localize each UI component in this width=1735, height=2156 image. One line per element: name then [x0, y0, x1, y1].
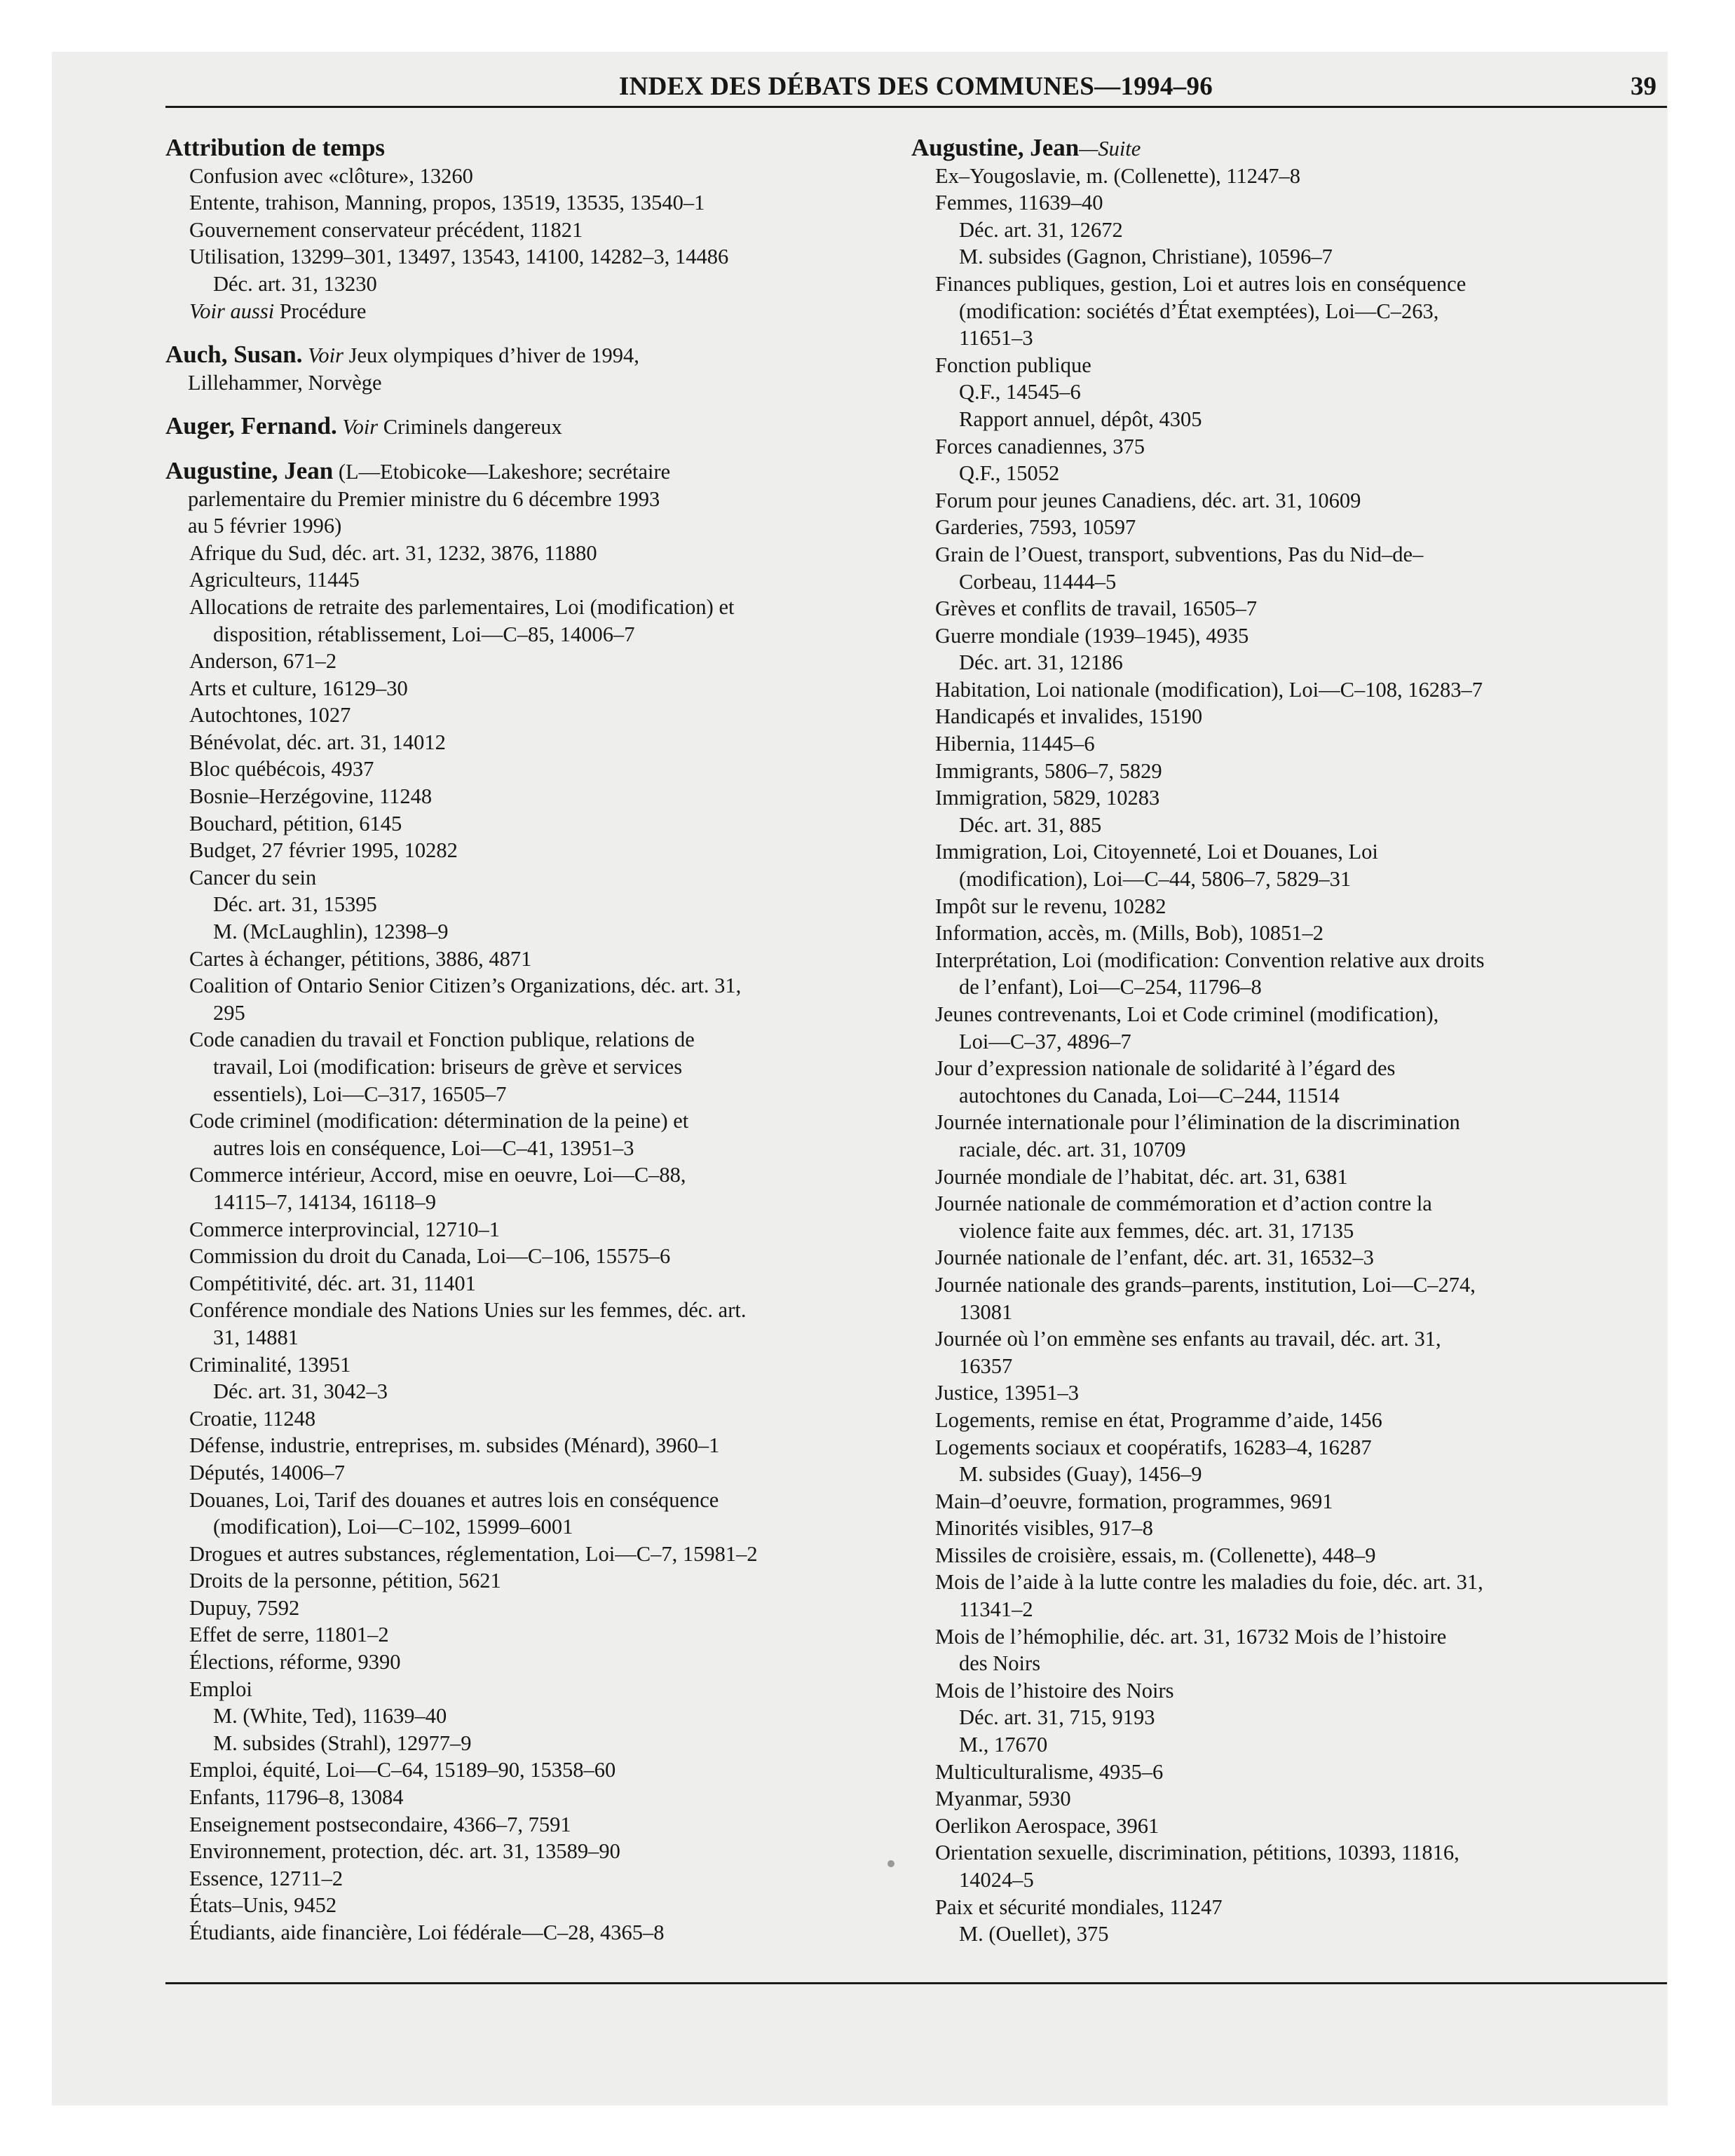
entry-text: Q.F., 14545–6	[959, 380, 1081, 404]
entry-text: Interprétation, Loi (modification: Convention relative aux droits	[935, 948, 1485, 972]
entry-text: Déc. art. 31, 12186	[959, 650, 1123, 675]
entry-text: Déc. art. 31, 12672	[959, 217, 1123, 242]
entry-text: M. (White, Ted), 11639–40	[213, 1704, 447, 1728]
entry-text: Jour d’expression nationale de solidarité à l’égard des	[935, 1056, 1396, 1081]
entry-text: M. (McLaughlin), 12398–9	[213, 920, 449, 944]
index-entry	[165, 1541, 880, 1568]
entry-text: Main–d’oeuvre, formation, programmes, 9691	[935, 1489, 1333, 1513]
index-entry	[911, 649, 1640, 676]
index-entry	[911, 1920, 1640, 1948]
index-entry	[165, 298, 880, 325]
entry-text: Procédure	[274, 299, 367, 323]
entry-text: (modification: sociétés d’État exemptées), Loi—C–263,	[959, 299, 1439, 323]
entry-text: disposition, rétablissement, Loi—C–85, 14006–7	[213, 622, 635, 646]
index-heading	[165, 413, 880, 441]
index-entry	[911, 1434, 1640, 1461]
index-entry	[911, 1894, 1640, 1921]
entry-text: Journée nationale des grands–parents, institution, Loi—C–274,	[935, 1272, 1476, 1297]
index-entry	[165, 217, 880, 244]
entry-text: Droits de la personne, pétition, 5621	[189, 1569, 501, 1593]
index-entry	[911, 730, 1640, 758]
index-entry	[911, 541, 1640, 568]
index-entry	[911, 163, 1640, 190]
entry-text: Budget, 27 février 1995, 10282	[189, 838, 458, 863]
entry-text: Députés, 14006–7	[189, 1460, 345, 1485]
entry-text: Effet de serre, 11801–2	[189, 1623, 389, 1647]
index-entry	[911, 758, 1640, 785]
entry-text: essentiels), Loi—C–317, 16505–7	[213, 1082, 507, 1106]
index-entry	[911, 920, 1640, 947]
index-entry	[165, 837, 880, 864]
index-entry	[911, 1813, 1640, 1840]
index-entry	[165, 594, 880, 621]
entry-text: Immigrants, 5806–7, 5829	[935, 758, 1162, 783]
entry-text: Rapport annuel, dépôt, 4305	[959, 407, 1202, 431]
entry-text: Emploi, équité, Loi—C–64, 15189–90, 15358–60	[189, 1758, 616, 1782]
index-entry	[911, 1731, 1640, 1759]
entry-text: Journée mondiale de l’habitat, déc. art. 31, 6381	[935, 1164, 1348, 1189]
entry-text: Utilisation, 13299–301, 13497, 13543, 14100, 14282–3, 14486	[189, 245, 729, 269]
index-entry	[165, 1026, 880, 1053]
entry-text: Orientation sexuelle, discrimination, pétitions, 10393, 11816,	[935, 1841, 1460, 1865]
heading-see-reference: Voir	[302, 343, 343, 368]
index-entry	[911, 378, 1640, 406]
index-entry	[165, 1784, 880, 1811]
entry-text: Anderson, 671–2	[189, 649, 337, 674]
entry-gap	[165, 441, 880, 458]
index-entry	[911, 1109, 1640, 1136]
entry-text: Journée internationale pour l’élimination de la discrimination	[935, 1110, 1460, 1135]
entry-text: Commission du droit du Canada, Loi—C–106, 15575–6	[189, 1244, 671, 1269]
entry-text: Immigration, Loi, Citoyenneté, Loi et Douanes, Loi	[935, 840, 1378, 864]
index-entry	[165, 729, 880, 756]
entry-text: Forum pour jeunes Canadiens, déc. art. 31, 10609	[935, 488, 1361, 512]
index-entry	[165, 1189, 880, 1216]
index-entry	[165, 1487, 880, 1514]
entry-text: Commerce interprovincial, 12710–1	[189, 1217, 500, 1241]
index-entry	[165, 1730, 880, 1757]
index-entry	[911, 1353, 1640, 1380]
entry-text: Afrique du Sud, déc. art. 31, 1232, 3876, 11880	[189, 540, 597, 565]
index-entry	[165, 1513, 880, 1541]
entry-text: Finances publiques, gestion, Loi et autres lois en conséquence	[935, 271, 1467, 296]
entry-text: Information, accès, m. (Mills, Bob), 10851–2	[935, 921, 1324, 946]
index-entry	[911, 1001, 1640, 1028]
entry-gap	[165, 396, 880, 413]
entry-text: Q.F., 15052	[959, 461, 1060, 486]
entry-text: Logements, remise en état, Programme d’aide, 1456	[935, 1407, 1382, 1432]
entry-text: Femmes, 11639–40	[935, 191, 1103, 215]
index-entry	[911, 1596, 1640, 1623]
index-heading	[165, 458, 880, 486]
index-entry	[165, 1324, 880, 1351]
entry-text: Journée où l’on emmène ses enfants au travail, déc. art. 31,	[935, 1327, 1441, 1351]
index-entry	[911, 838, 1640, 866]
index-entry	[911, 406, 1640, 433]
entry-text: Bouchard, pétition, 6145	[189, 811, 402, 835]
index-entry	[165, 271, 880, 298]
index-entry	[165, 675, 880, 702]
entry-text: 295	[213, 1000, 245, 1025]
index-entry	[165, 1107, 880, 1135]
entry-text: Douanes, Loi, Tarif des douanes et autres lois en conséquence	[189, 1487, 719, 1512]
entry-text: Compétitivité, déc. art. 31, 11401	[189, 1271, 476, 1295]
entry-text: Cartes à échanger, pétitions, 3886, 4871	[189, 946, 532, 971]
entry-text: 11651–3	[959, 326, 1033, 350]
index-entry	[165, 243, 880, 271]
entry-text: Impôt sur le revenu, 10282	[935, 894, 1166, 918]
index-entry	[911, 298, 1640, 325]
entry-text: Étudiants, aide financière, Loi fédérale—C–28, 4365–8	[189, 1920, 665, 1944]
entry-text: Fonction publique	[935, 353, 1091, 377]
entry-text: autochtones du Canada, Loi—C–244, 11514	[959, 1083, 1340, 1107]
entry-text: Élections, réforme, 9390	[189, 1650, 401, 1674]
entry-text: Essence, 12711–2	[189, 1866, 343, 1890]
index-entry	[165, 189, 880, 217]
entry-text: de l’enfant), Loi—C–254, 11796–8	[959, 975, 1262, 999]
index-entry	[911, 1407, 1640, 1434]
index-entry	[911, 812, 1640, 839]
index-entry	[165, 918, 880, 946]
entry-text: travail, Loi (modification: briseurs de grève et services	[213, 1055, 683, 1079]
entry-text: M. subsides (Gagnon, Christiane), 10596–7	[959, 245, 1333, 269]
index-entry	[165, 369, 880, 397]
index-entry	[911, 352, 1640, 379]
index-entry	[911, 1325, 1640, 1353]
index-entry	[165, 1405, 880, 1433]
index-entry	[911, 1488, 1640, 1515]
entry-text: Bosnie–Herzégovine, 11248	[189, 784, 433, 809]
index-entry	[911, 271, 1640, 298]
entry-text: Mois de l’hémophilie, déc. art. 31, 16732 Mois de l’histoire	[935, 1624, 1447, 1649]
entry-text: M., 17670	[959, 1733, 1048, 1757]
index-entry	[165, 486, 880, 513]
index-entry	[165, 540, 880, 567]
scan-speck	[887, 1860, 894, 1867]
index-entry	[165, 864, 880, 892]
entry-text: Oerlikon Aerospace, 3961	[935, 1813, 1159, 1838]
entry-text: Drogues et autres substances, réglementation, Loi—C–7, 15981–2	[189, 1541, 758, 1566]
index-entry	[911, 487, 1640, 514]
entry-text: Confusion avec «clôture», 13260	[189, 163, 473, 188]
heading-name: Auger, Fernand.	[165, 412, 337, 440]
entry-text: M. (Ouellet), 375	[959, 1922, 1109, 1946]
entry-text: au 5 février 1996)	[188, 514, 342, 538]
entry-text: autres lois en conséquence, Loi—C–41, 13951–3	[213, 1135, 634, 1160]
entry-text: Lillehammer, Norvège	[188, 370, 382, 395]
index-entry	[165, 783, 880, 810]
index-entry	[911, 325, 1640, 352]
entry-text: Garderies, 7593, 10597	[935, 515, 1136, 540]
index-entry	[165, 1811, 880, 1838]
index-entry	[165, 756, 880, 783]
index-heading	[911, 135, 1640, 163]
index-entry	[911, 1190, 1640, 1217]
index-entry	[911, 1379, 1640, 1407]
index-entry	[911, 1515, 1640, 1542]
index-entry	[911, 1542, 1640, 1569]
entry-text: raciale, déc. art. 31, 10709	[959, 1137, 1186, 1161]
entry-text: Criminalité, 13951	[189, 1352, 351, 1377]
entry-text: Défense, industrie, entreprises, m. subsides (Ménard), 3960–1	[189, 1433, 720, 1458]
entry-text: M. subsides (Strahl), 12977–9	[213, 1731, 472, 1755]
entry-gap	[165, 325, 880, 341]
scanned-page	[52, 52, 1668, 2106]
index-entry	[911, 1244, 1640, 1271]
index-heading	[165, 341, 880, 369]
index-entry	[165, 999, 880, 1027]
header-title: INDEX DES DÉBATS DES COMMUNES—1994–96	[618, 72, 1213, 101]
entry-text: Conférence mondiale des Nations Unies sur les femmes, déc. art.	[189, 1298, 747, 1323]
entry-text: 14115–7, 14134, 16118–9	[213, 1189, 436, 1214]
entry-text: États–Unis, 9452	[189, 1893, 337, 1918]
index-entry	[165, 1621, 880, 1649]
index-entry	[911, 784, 1640, 812]
index-entry	[911, 1461, 1640, 1488]
index-entry	[911, 1650, 1640, 1677]
entry-text: 31, 14881	[213, 1325, 299, 1349]
entry-text: parlementaire du Premier ministre du 6 décembre 1993	[188, 486, 660, 511]
index-entry	[911, 1704, 1640, 1731]
entry-text: Dupuy, 7592	[189, 1595, 300, 1620]
entry-text: Logements sociaux et coopératifs, 16283–4, 16287	[935, 1435, 1372, 1459]
entry-text: 11341–2	[959, 1597, 1033, 1622]
index-entry	[165, 1135, 880, 1162]
index-entry	[911, 1164, 1640, 1191]
index-entry	[911, 1785, 1640, 1813]
entry-text: Code criminel (modification: détermination de la peine) et	[189, 1109, 689, 1133]
index-entry	[911, 947, 1640, 974]
index-entry	[165, 1270, 880, 1297]
index-entry	[911, 1217, 1640, 1245]
entry-text: Habitation, Loi nationale (modification), Loi—C–108, 16283–7	[935, 677, 1483, 702]
entry-text: Arts et culture, 16129–30	[189, 676, 408, 700]
entry-text: Environnement, protection, déc. art. 31, 13589–90	[189, 1839, 620, 1864]
entry-text: violence faite aux femmes, déc. art. 31, 17135	[959, 1218, 1354, 1243]
entry-text: Journée nationale de l’enfant, déc. art. 31, 16532–3	[935, 1246, 1374, 1270]
index-entry	[911, 1759, 1640, 1786]
index-entry	[165, 1756, 880, 1784]
index-entry	[165, 1081, 880, 1108]
entry-text: Handicapés et invalides, 15190	[935, 704, 1203, 729]
index-entry	[911, 1271, 1640, 1299]
heading-name: Augustine, Jean	[911, 134, 1080, 161]
index-entry	[911, 676, 1640, 704]
index-column-left	[165, 135, 880, 1946]
index-entry	[911, 1082, 1640, 1110]
index-entry	[911, 514, 1640, 541]
entry-text: Immigration, 5829, 10283	[935, 786, 1160, 810]
page-number: 39	[1631, 72, 1656, 101]
index-entry	[165, 1703, 880, 1730]
entry-text: Bénévolat, déc. art. 31, 14012	[189, 730, 446, 754]
index-entry	[911, 866, 1640, 893]
index-entry	[165, 1595, 880, 1622]
index-entry	[165, 1243, 880, 1270]
entry-text: Justice, 13951–3	[935, 1381, 1080, 1405]
entry-text: (modification), Loi—C–44, 5806–7, 5829–31	[959, 867, 1352, 892]
index-entry	[165, 1892, 880, 1919]
entry-text: Allocations de retraite des parlementaires, Loi (modification) et	[189, 594, 735, 619]
entry-text: Paix et sécurité mondiales, 11247	[935, 1895, 1223, 1919]
entry-text: Autochtones, 1027	[189, 703, 351, 728]
entry-text: Coalition of Ontario Senior Citizen’s Organizations, déc. art. 31,	[189, 974, 742, 998]
index-entry	[911, 189, 1640, 217]
entry-text: Déc. art. 31, 885	[959, 812, 1102, 837]
index-entry	[165, 810, 880, 838]
header-rule	[165, 106, 1667, 108]
entry-text: 16357	[959, 1353, 1013, 1378]
index-heading	[165, 135, 880, 163]
index-column-right	[911, 135, 1640, 1948]
index-entry	[165, 1216, 880, 1243]
heading-detail: Jeux olympiques d’hiver de 1994,	[343, 343, 639, 368]
heading-name: Augustine, Jean	[165, 456, 334, 484]
index-entry	[911, 243, 1640, 271]
index-entry	[911, 595, 1640, 622]
heading-name: Auch, Susan.	[165, 341, 303, 369]
entry-text: Cancer du sein	[189, 865, 317, 889]
heading-see-reference: Voir	[336, 415, 379, 439]
index-entry	[165, 566, 880, 594]
entry-text: Déc. art. 31, 13230	[213, 271, 377, 296]
index-entry	[911, 460, 1640, 487]
footer-rule	[165, 1982, 1667, 1984]
index-entry	[165, 621, 880, 648]
entry-text: Déc. art. 31, 15395	[213, 892, 377, 917]
entry-text: M. subsides (Guay), 1456–9	[959, 1462, 1202, 1487]
entry-text: Agriculteurs, 11445	[189, 568, 360, 592]
index-entry	[911, 1569, 1640, 1596]
entry-text: 13081	[959, 1299, 1013, 1324]
index-entry	[911, 1136, 1640, 1164]
entry-text: Guerre mondiale (1939–1945), 4935	[935, 623, 1249, 648]
entry-text: Forces canadiennes, 375	[935, 434, 1145, 458]
entry-text: Jeunes contrevenants, Loi et Code criminel (modification),	[935, 1002, 1439, 1026]
index-entry	[165, 163, 880, 190]
index-entry	[165, 1297, 880, 1324]
index-entry	[165, 891, 880, 918]
entry-text: Mois de l’aide à la lutte contre les maladies du foie, déc. art. 31,	[935, 1570, 1483, 1595]
entry-text: (modification), Loi—C–102, 15999–6001	[213, 1515, 573, 1539]
entry-text: Commerce intérieur, Accord, mise en oeuvre, Loi—C–88,	[189, 1163, 686, 1187]
index-entry	[165, 946, 880, 973]
index-entry	[165, 1838, 880, 1865]
entry-text: Missiles de croisière, essais, m. (Collenette), 448–9	[935, 1543, 1376, 1567]
entry-text: Entente, trahison, Manning, propos, 13519, 13535, 13540–1	[189, 191, 705, 215]
entry-text: Minorités visibles, 917–8	[935, 1516, 1153, 1541]
heading-name: Attribution de temps	[165, 134, 386, 161]
index-entry	[165, 648, 880, 675]
entry-text: Gouvernement conservateur précédent, 11821	[189, 217, 583, 242]
entry-text: Mois de l’histoire des Noirs	[935, 1678, 1174, 1703]
entry-text: Corbeau, 11444–5	[959, 569, 1117, 594]
entry-text: Emploi	[189, 1677, 252, 1701]
index-entry	[165, 1649, 880, 1676]
entry-text: Myanmar, 5930	[935, 1787, 1071, 1811]
entry-text: Journée nationale de commémoration et d’action contre la	[935, 1192, 1432, 1216]
index-entry	[911, 217, 1640, 244]
entry-text: Croatie, 11248	[189, 1406, 316, 1431]
entry-text: Enfants, 11796–8, 13084	[189, 1785, 404, 1810]
index-entry	[911, 622, 1640, 650]
heading-detail: (L—Etobicoke—Lakeshore; secrétaire	[333, 459, 671, 484]
entry-text: des Noirs	[959, 1651, 1041, 1676]
entry-text: Grèves et conflits de travail, 16505–7	[935, 596, 1258, 621]
index-entry	[165, 1053, 880, 1081]
index-entry	[165, 1919, 880, 1946]
index-entry	[165, 1161, 880, 1189]
entry-text: 14024–5	[959, 1868, 1034, 1892]
entry-text: Enseignement postsecondaire, 4366–7, 7591	[189, 1812, 571, 1836]
index-entry	[165, 1865, 880, 1892]
index-entry	[911, 1299, 1640, 1326]
index-entry	[911, 1677, 1640, 1705]
see-also-label: Voir aussi	[189, 299, 275, 323]
index-entry	[165, 1567, 880, 1595]
index-entry	[911, 1028, 1640, 1056]
index-entry	[165, 1432, 880, 1459]
entry-text: Bloc québécois, 4937	[189, 757, 374, 782]
index-entry	[165, 972, 880, 999]
entry-text: Code canadien du travail et Fonction publique, relations de	[189, 1028, 695, 1052]
index-entry	[911, 1867, 1640, 1894]
index-entry	[911, 1623, 1640, 1651]
heading-detail: Criminels dangereux	[378, 415, 562, 439]
entry-text: Ex–Yougoslavie, m. (Collenette), 11247–8	[935, 163, 1301, 188]
index-entry	[911, 703, 1640, 730]
entry-text: Multiculturalisme, 4935–6	[935, 1759, 1164, 1784]
entry-text: Loi—C–37, 4896–7	[959, 1029, 1131, 1053]
index-entry	[911, 893, 1640, 920]
index-entry	[165, 1351, 880, 1379]
index-entry	[165, 1378, 880, 1405]
index-entry	[165, 1676, 880, 1703]
index-entry	[911, 1839, 1640, 1867]
index-entry	[911, 433, 1640, 460]
index-entry	[165, 512, 880, 540]
index-entry	[165, 702, 880, 729]
entry-text: Déc. art. 31, 3042–3	[213, 1379, 388, 1404]
entry-text: Grain de l’Ouest, transport, subventions, Pas du Nid–de–	[935, 542, 1424, 566]
index-entry	[911, 568, 1640, 596]
entry-text: Hibernia, 11445–6	[935, 732, 1095, 756]
heading-see-reference: —Suite	[1079, 137, 1141, 161]
entry-text: Déc. art. 31, 715, 9193	[959, 1705, 1155, 1730]
index-entry	[911, 1055, 1640, 1082]
index-entry	[165, 1459, 880, 1487]
index-entry	[911, 974, 1640, 1001]
